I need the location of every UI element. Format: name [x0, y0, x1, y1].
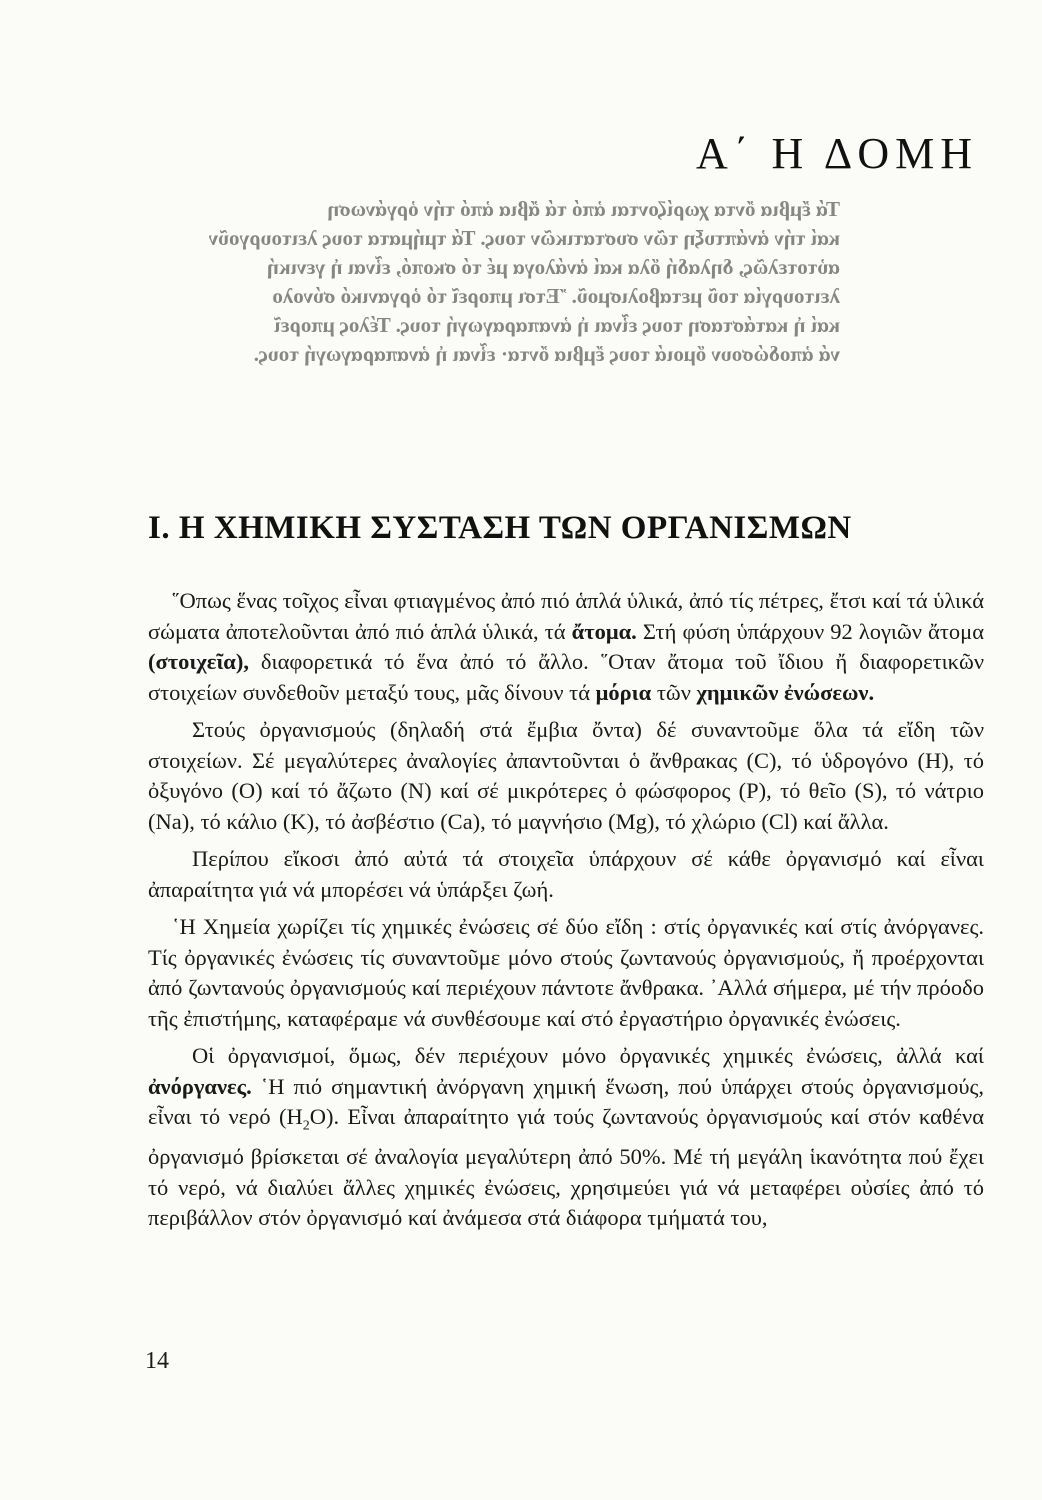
subscript-two: 2 [302, 1118, 310, 1134]
bleed-through-line: λειτουργία τοῦ μεταβολισμοῦ. Ἔτσι μπορεῖ τό ὀργανικό σύνολο [272, 284, 840, 308]
page-number: 14 [145, 1348, 169, 1374]
bold-term-elements: (στοιχεῖα), [148, 649, 249, 674]
text-run: ῞Οπως ἕνας τοῖχος εἶναι φτιαγμένος ἀπό πιό ἁπλά ὑλικά, ἀπό τίς πέτρες, ἔτσι καί τά ὑλικά σώματα ἀποτελοῦνται ἀπό πιό ἁπλά ὑλικά, τά [148, 588, 984, 644]
bleed-through-line: καί ἡ κατάσταση τους εἶναι ἡ ἀναπαραγωγή τους. Τέλος μπορεῖ [274, 313, 840, 337]
text-run: Στή φύση ὑπάρχουν 92 λογιῶν ἄτομα [636, 618, 984, 644]
bleed-through-line: καί τήν ἀνάπτυξη τῶν συστατικῶν τους. Τά τμήματα τους λειτουργοῦν [208, 226, 840, 250]
paragraph-atoms [148, 586, 984, 708]
text-run: Οἱ ὀργανισμοί, ὅμως, δέν περιέχουν μόνο ὀργανικές χημικές ἐνώσεις, ἀλλά καί [192, 1043, 984, 1068]
paragraph-inorganic [148, 1041, 984, 1234]
bleed-through-text [200, 195, 840, 369]
text-run: Ο). Εἶναι ἀπαραίτητο γιά τούς ζωντανούς ὀργανισμούς καί στόν καθένα ὀργανισμό βρίσκεται σέ ἀναλογία μεγαλύτερη ἀπό 50%. Μέ τή μεγάλη ἱκανότητα πού ἔχει τό νερό, νά διαλύει ἄλλες χημικές ἐνώσεις, χρησιμεύει γιά νά μεταφέρει οὐσίες ἀπό τό περιβάλλον στόν ὀργανισμό καί ἀνάμεσα στά διάφορα τμήματά του, [148, 1104, 984, 1230]
text-run: διαφορετικά τό ἕνα ἀπό τό ἄλλο. ῞Οταν ἄτομα τοῦ ἴδιου ἤ διαφορετικῶν στοιχείων συνδεθοῦν μεταξύ τους, μᾶς δίνουν τά [148, 649, 984, 705]
chapter-title: Ι. Η ΧΗΜΙΚΗ ΣΥΣΤΑΣΗ ΤΩΝ ΟΡΓΑΝΙΣΜΩΝ [148, 510, 852, 546]
paragraph-elements: Στούς ὀργανισμούς (δηλαδή στά ἔμβια ὄντα) δέ συναντοῦμε ὅλα τά εἴδη τῶν στοιχείων. Σέ μεγαλύτερες ἀναλογίες ἀπαντοῦνται ὁ ἄνθρακας (C), τό ὑδρογόνο (Η), τό ὀξυγόνο (Ο) καί τό ἄζωτο (Ν) καί σέ μικρότερες ὁ φώσφορος (Ρ), τό θεῖο (S), τό νάτριο (Νa), τό κάλιο (Κ), τό ἀσβέστιο (Ca), τό μαγνήσιο (Mg), τό χλώριο (Cl) καί ἄλλα. [148, 717, 984, 834]
text-run: τῶν [651, 679, 697, 705]
bleed-through-line: αὐτοτελῶς, δηλαδή ὅλα καί ἀνάλογα μέ τό σκοπό, εἶναι ἡ γενική [267, 255, 840, 279]
bold-term-inorganic: ἀνόργανες. [148, 1073, 252, 1099]
bold-term-atoms: ἄτομα. [571, 618, 637, 644]
bleed-through-line: Τά ἔμβια ὄντα χωρίζονται ἀπό τά ἄβια ἀπό τήν ὀργάνωση [327, 197, 840, 221]
bleed-through-line: νά ἀποδώσουν ὅμοιά τους ἔμβια ὄντα· εἶναι ἡ ἀναπαραγωγή τους. [253, 342, 840, 366]
part-title: Α΄ Η ΔΟΜΗ [696, 129, 978, 178]
bold-term-compounds: χημικῶν ἐνώσεων. [696, 679, 875, 705]
text-run: ῾Η πιό σημαντική ἀνόργανη χημική ἕνωση, πού ὑπάρχει στούς ὀργανισμούς, εἶναι τό νερό (Η [148, 1073, 984, 1129]
paragraph-organic: ῾Η Χημεία χωρίζει τίς χημικές ἐνώσεις σέ δύο εἴδη : στίς ὀργανικές καί στίς ἀνόργανες. Τίς ὀργανικές ἐνώσεις τίς συναντοῦμε μόνο στούς ζωντανούς ὀργανισμούς, ἤ προέρχονται ἀπό ζωντανούς ὀργανισμούς καί περιέχουν πάντοτε ἄνθρακα. ᾿Αλλά σήμερα, μέ τήν πρόοδο τῆς ἐπιστήμης, καταφέραμε νά συνθέσουμε καί στό ἐργαστήριο ὀργανικές ἐνώσεις. [148, 914, 984, 1031]
body-text [148, 586, 984, 1241]
paragraph-twenty-elements: Περίπου εἴκοσι ἀπό αὐτά τά στοιχεῖα ὑπάρχουν σέ κάθε ὀργανισμό καί εἶναι ἀπαραίτητα γιά νά μπορέσει νά ὑπάρξει ζωή. [148, 846, 984, 902]
bold-term-molecules: μόρια [595, 679, 652, 705]
